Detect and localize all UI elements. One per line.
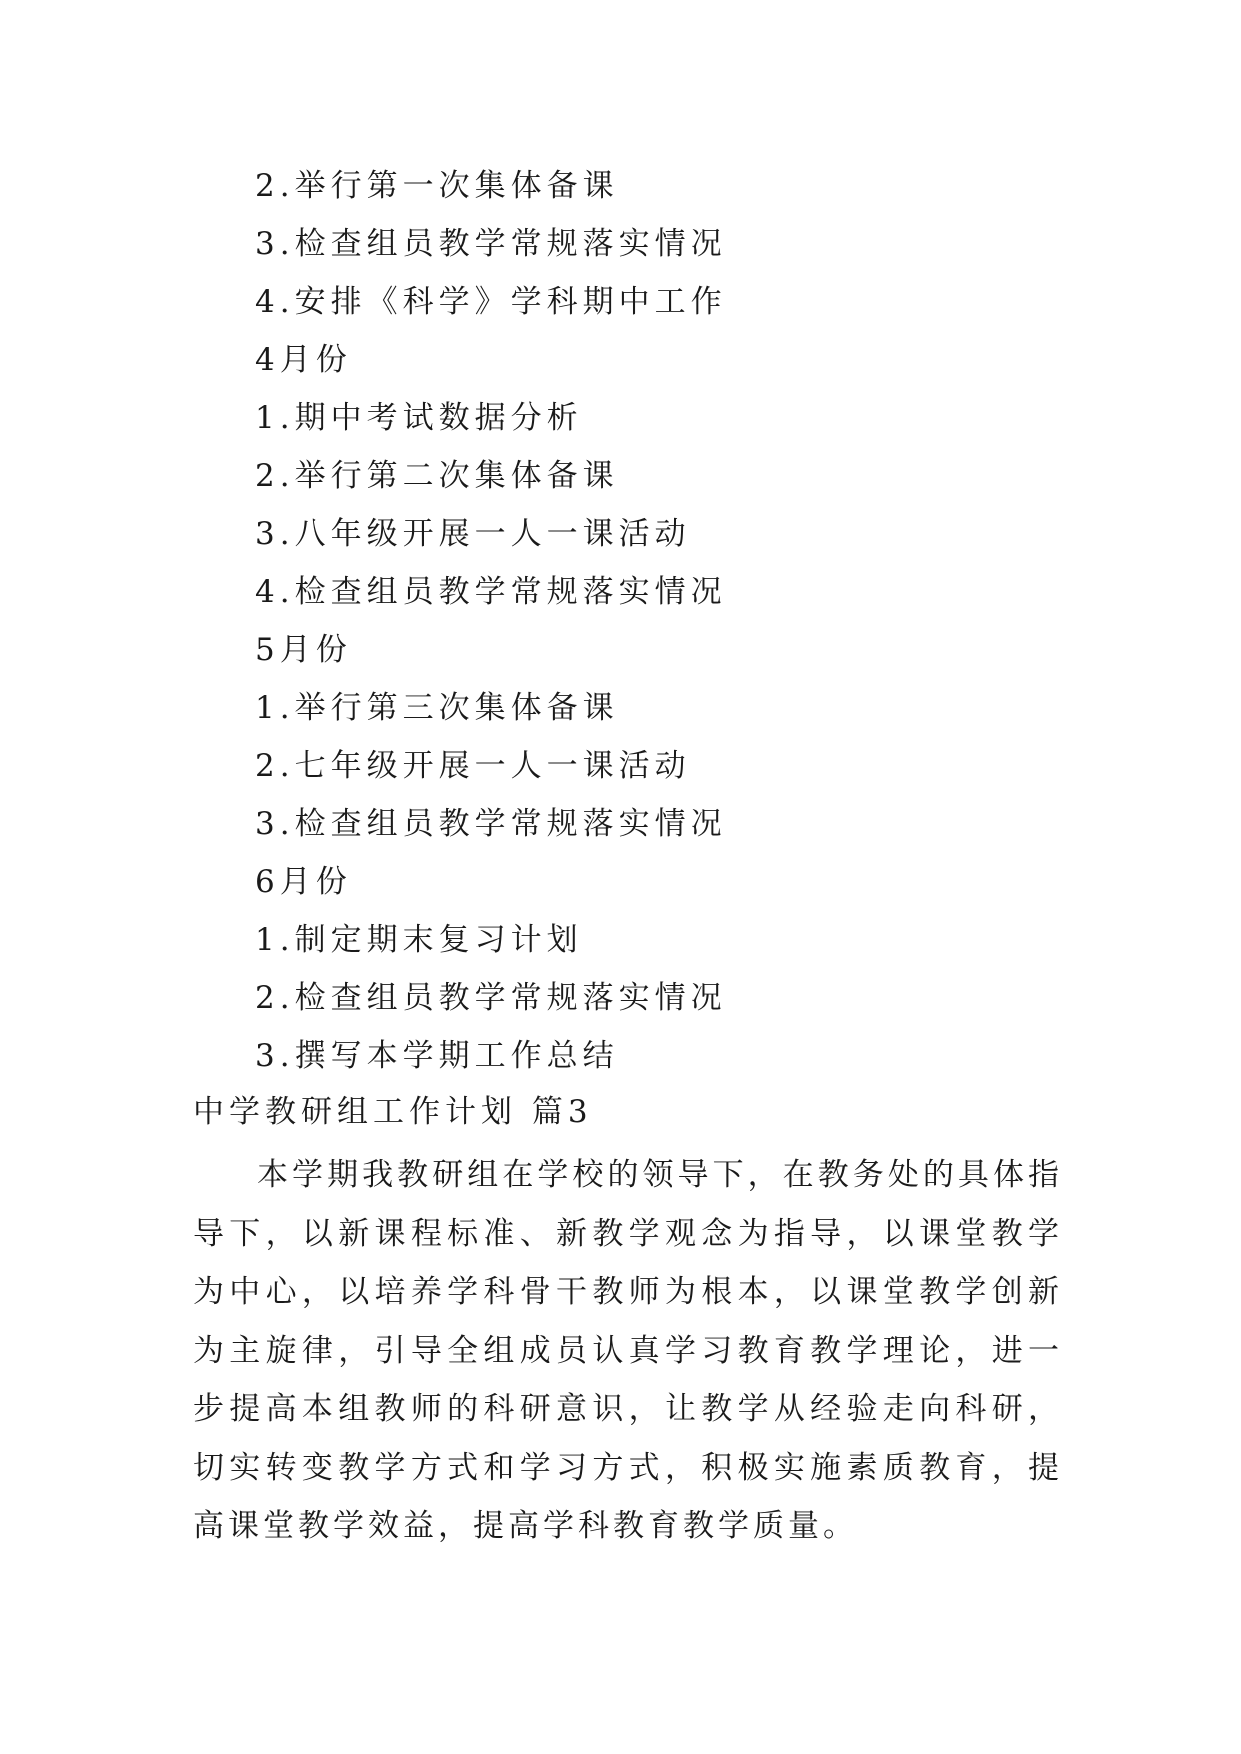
- plan-item: 3.撰写本学期工作总结: [255, 1038, 619, 1074]
- plan-item: 2.七年级开展一人一课活动: [255, 748, 691, 784]
- month-label: 5月份: [255, 632, 352, 668]
- plan-item: 1.制定期末复习计划: [255, 922, 583, 958]
- body-paragraph: 本学期我教研组在学校的领导下，在教务处的具体指导下，以新课程标准、新教学观念为指导，以课堂教学为中心，以培养学科骨干教师为根本，以课堂教学创新为主旋律，引导全组成员认真学习教育教学理论，进一步提高本组教师的科研意识，让教学从经验走向科研，切实转变教学方式和学习方式，积极实施素质教育，提高课堂教学效益，提高学科教育教学质量。: [193, 1157, 1063, 1544]
- plan-item: 4.检查组员教学常规落实情况: [255, 574, 727, 610]
- plan-item: 4.安排《科学》学科期中工作: [255, 284, 727, 320]
- plan-item: 2.举行第一次集体备课: [255, 168, 619, 204]
- plan-item: 2.检查组员教学常规落实情况: [255, 980, 727, 1016]
- month-label: 4月份: [255, 342, 352, 378]
- plan-item: 1.举行第三次集体备课: [255, 690, 619, 726]
- plan-item: 1.期中考试数据分析: [255, 400, 583, 436]
- plan-item: 3.检查组员教学常规落实情况: [255, 806, 727, 842]
- section-heading: 中学教研组工作计划 篇3: [193, 1094, 593, 1130]
- plan-item: 2.举行第二次集体备课: [255, 458, 619, 494]
- plan-item: 3.检查组员教学常规落实情况: [255, 226, 727, 262]
- plan-item: 3.八年级开展一人一课活动: [255, 516, 691, 552]
- month-label: 6月份: [255, 864, 352, 900]
